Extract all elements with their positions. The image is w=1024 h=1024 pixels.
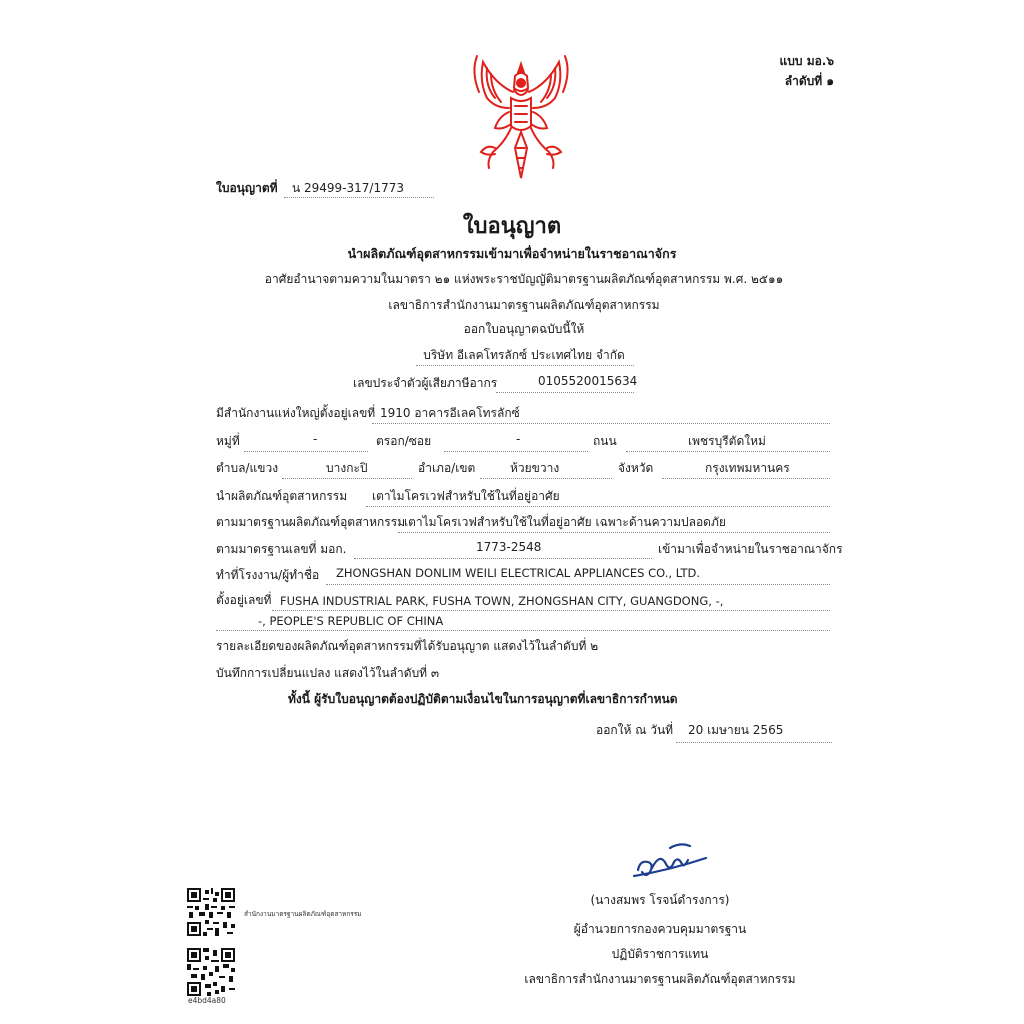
page-title: ใบอนุญาต xyxy=(462,214,562,239)
road-label: ถนน xyxy=(593,434,617,448)
hq-underline xyxy=(372,423,830,424)
soi-value: - xyxy=(516,432,521,446)
company-name: บริษัท อีเลคโทรลักซ์ ประเทศไทย จำกัด xyxy=(423,348,625,362)
import-text: เข้ามาเพื่อจำหน่ายในราชอาณาจักร xyxy=(658,542,843,556)
issuer-text: เลขาธิการสำนักงานมาตรฐานผลิตภัณฑ์อุตสาหกรรม xyxy=(388,298,660,312)
hq-label: มีสำนักงานแห่งใหญ่ตั้งอยู่เลขที่ xyxy=(216,406,376,420)
qr-caption: สำนักงานมาตรฐานผลิตภัณฑ์อุตสาหกรรม xyxy=(244,910,362,918)
factory-address-underline2 xyxy=(216,630,830,631)
issue-date-label: ออกให้ ณ วันที่ xyxy=(596,723,674,737)
changes-note: บันทึกการเปลี่ยนแปลง แสดงไว้ในลำดับที่ ๓ xyxy=(216,666,440,680)
page-subtitle: นำผลิตภัณฑ์อุตสาหกรรมเข้ามาเพื่อจำหน่ายในราชอาณาจักร xyxy=(347,246,677,261)
product-label: นำผลิตภัณฑ์อุตสาหกรรม xyxy=(216,489,348,503)
road-value: เพชรบุรีตัดใหม่ xyxy=(688,434,766,448)
moo-underline xyxy=(244,451,368,452)
company-underline xyxy=(416,365,634,366)
maker-underline xyxy=(326,584,830,585)
document-code: e4bd4a80 xyxy=(188,996,226,1005)
conditions-note: ทั้งนี้ ผู้รับใบอนุญาตต้องปฏิบัติตามเงื่อนไขในการอนุญาตที่เลขาธิการกำหนด xyxy=(288,692,678,706)
product-underline xyxy=(366,506,830,507)
moo-label: หมู่ที่ xyxy=(216,434,240,448)
hq-value: 1910 อาคารอีเลคโทรลักซ์ xyxy=(380,406,520,420)
province-underline xyxy=(662,478,830,479)
form-code: แบบ มอ.๖ xyxy=(779,54,834,68)
tax-id-value: 0105520015634 xyxy=(538,374,638,388)
garuda-emblem-icon xyxy=(465,52,577,182)
subdistrict-underline xyxy=(282,478,412,479)
soi-label: ตรอก/ซอย xyxy=(376,434,432,448)
province-value: กรุงเทพมหานคร xyxy=(705,461,790,475)
issue-text: ออกใบอนุญาตฉบับนี้ให้ xyxy=(463,322,585,336)
license-number-label: ใบอนุญาตที่ xyxy=(216,181,278,195)
standard-label: ตามมาตรฐานผลิตภัณฑ์อุตสาหกรรม xyxy=(216,515,406,529)
product-value: เตาไมโครเวฟสำหรับใช้ในที่อยู่อาศัย xyxy=(372,489,560,503)
road-underline xyxy=(626,451,830,452)
issue-date-underline xyxy=(676,742,832,743)
maker-label: ทำที่โรงงาน/ผู้ทำชื่อ xyxy=(216,568,320,582)
province-label: จังหวัด xyxy=(618,461,654,475)
moo-value: - xyxy=(313,432,318,446)
tis-value: 1773-2548 xyxy=(476,540,542,554)
district-underline xyxy=(480,478,612,479)
details-note: รายละเอียดของผลิตภัณฑ์อุตสาหกรรมที่ได้รับอนุญาต แสดงไว้ในลำดับที่ ๒ xyxy=(216,639,599,653)
qr-code-secondary-icon xyxy=(187,948,235,996)
factory-address-line2: -, PEOPLE'S REPUBLIC OF CHINA xyxy=(258,614,444,628)
soi-underline xyxy=(444,451,588,452)
issue-date-value: 20 เมษายน 2565 xyxy=(688,723,784,737)
signer-office: เลขาธิการสำนักงานมาตรฐานผลิตภัณฑ์อุตสาหกรรม xyxy=(524,972,796,986)
subdistrict-label: ตำบล/แขวง xyxy=(216,461,279,475)
authority-text: อาศัยอำนาจตามความในมาตรา ๒๑ แห่งพระราชบัญญัติมาตรฐานผลิตภัณฑ์อุตสาหกรรม พ.ศ. ๒๕๑๑ xyxy=(264,272,784,286)
signature-image xyxy=(630,838,710,882)
district-label: อำเภอ/เขต xyxy=(418,461,476,475)
subdistrict-value: บางกะปิ xyxy=(326,461,368,475)
license-number-underline xyxy=(284,197,434,198)
standard-value: เตาไมโครเวฟสำหรับใช้ในที่อยู่อาศัย เฉพาะด้านความปลอดภัย xyxy=(404,515,726,529)
signer-acting: ปฏิบัติราชการแทน xyxy=(611,947,709,961)
qr-code-icon xyxy=(187,888,235,936)
maker-value: ZHONGSHAN DONLIM WEILI ELECTRICAL APPLIANCES CO., LTD. xyxy=(336,566,701,580)
signer-name: (นางสมพร โรจน์ดำรงการ) xyxy=(590,893,730,907)
standard-underline xyxy=(398,532,830,533)
located-label: ตั้งอยู่เลขที่ xyxy=(216,593,272,607)
tis-label: ตามมาตรฐานเลขที่ มอก. xyxy=(216,542,347,556)
signer-position: ผู้อำนวยการกองควบคุมมาตรฐาน xyxy=(573,922,747,936)
sequence-number: ลำดับที่ ๑ xyxy=(784,74,834,88)
tis-underline xyxy=(354,558,652,559)
factory-address-underline1 xyxy=(272,610,830,611)
tax-id-underline xyxy=(496,392,634,393)
license-number: น 29499-317/1773 xyxy=(292,181,405,195)
district-value: ห้วยขวาง xyxy=(510,461,560,475)
factory-address-line1: FUSHA INDUSTRIAL PARK, FUSHA TOWN, ZHONGSHAN CITY, GUANGDONG, -, xyxy=(280,594,724,608)
tax-id-label: เลขประจำตัวผู้เสียภาษีอากร xyxy=(353,376,498,390)
